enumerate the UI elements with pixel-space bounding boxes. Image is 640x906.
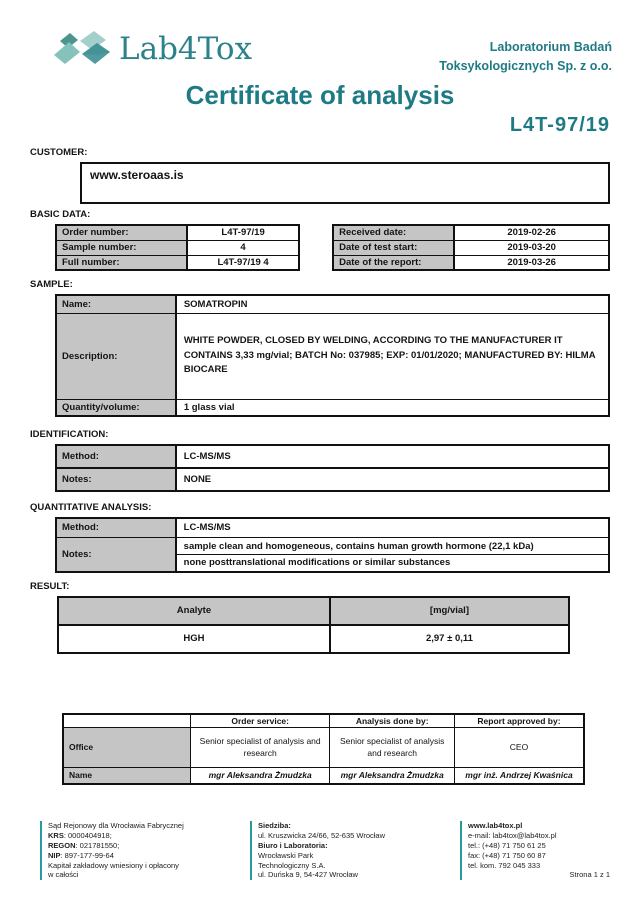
signatures-table xyxy=(62,713,585,785)
result-table xyxy=(57,596,570,654)
table-row xyxy=(56,255,299,270)
identification-section-label: IDENTIFICATION: xyxy=(30,428,109,440)
sample-number-value: 4 xyxy=(187,240,299,255)
table-row xyxy=(333,240,609,255)
table-row xyxy=(63,768,584,784)
main-content xyxy=(0,147,640,654)
basic-data-left-table xyxy=(55,224,300,271)
basic-data-right-table xyxy=(332,224,610,271)
signatures-empty-header-cell xyxy=(63,714,190,728)
footer-mobile: tel. kom. 792 045 333 xyxy=(468,860,541,870)
identification-method-label: Method: xyxy=(56,445,176,468)
test-start-date-label: Date of test start: xyxy=(333,240,454,255)
table-row xyxy=(56,313,609,399)
quantitative-notes-line2: none posttranslational modifications or similar substances xyxy=(176,555,609,572)
result-section-label: RESULT: xyxy=(30,580,70,592)
footer-phone: tel.: (+48) 71 750 61 25 xyxy=(468,840,546,850)
basic-data-section-label: BASIC DATA: xyxy=(30,209,91,220)
order-service-header: Order service: xyxy=(190,714,329,728)
footer-registry-column xyxy=(40,821,238,880)
footer-fax: fax: (+48) 71 750 60 87 xyxy=(468,850,546,860)
footer-seat-address: ul. Kruszwicka 24/66, 52-635 Wrocław xyxy=(258,830,386,840)
result-concentration-value: 2,97 ± 0,11 xyxy=(330,625,569,653)
identification-notes-label: Notes: xyxy=(56,468,176,491)
footer xyxy=(40,821,618,880)
identification-method-value: LC-MS/MS xyxy=(176,445,609,468)
footer-seat-heading: Siedziba: xyxy=(258,821,291,830)
result-analyte-column-header: Analyte xyxy=(58,597,330,625)
sample-name-value: SOMATROPIN xyxy=(176,295,609,313)
table-row xyxy=(56,240,299,255)
footer-capital-line2: w całości xyxy=(48,870,79,880)
customer-value-box xyxy=(80,162,610,204)
table-row xyxy=(58,625,569,653)
approver-office: CEO xyxy=(454,728,584,768)
footer-address-column xyxy=(250,821,448,880)
sample-quantity-value: 1 glass vial xyxy=(176,399,609,416)
office-row-label: Office xyxy=(63,728,190,768)
table-row xyxy=(56,225,299,240)
quantitative-method-value: LC-MS/MS xyxy=(176,518,609,538)
quantitative-notes-label: Notes: xyxy=(56,538,176,572)
header xyxy=(0,0,640,147)
page-title: Certificate of analysis xyxy=(185,80,455,110)
full-number-value: L4T-97/19 4 xyxy=(187,255,299,270)
footer-office-line3: ul. Duńska 9, 54-427 Wrocław xyxy=(258,870,358,880)
sample-name-label: Name: xyxy=(56,295,176,313)
table-header-row xyxy=(63,714,584,728)
table-row xyxy=(63,728,584,768)
table-row xyxy=(333,225,609,240)
test-start-date-value: 2019-03-20 xyxy=(454,240,609,255)
lab4tox-logo xyxy=(52,28,252,70)
lab4tox-diamonds-icon xyxy=(52,28,116,70)
customer-section-label: CUSTOMER: xyxy=(30,147,88,158)
name-row-label: Name xyxy=(63,768,190,784)
order-number-label: Order number: xyxy=(56,225,187,240)
basic-data-tables xyxy=(55,224,610,271)
identification-notes-value: NONE xyxy=(176,468,609,491)
footer-email: e-mail: lab4tox@lab4tox.pl xyxy=(468,830,557,840)
sample-description-label: Description: xyxy=(56,313,176,399)
footer-krs-line: KRS: 0000404918; xyxy=(48,830,112,840)
sample-number-label: Sample number: xyxy=(56,240,187,255)
footer-court-line: Sąd Rejonowy dla Wrocławia Fabrycznej xyxy=(48,821,184,830)
sample-quantity-label: Quantity/volume: xyxy=(56,399,176,416)
customer-value: www.steroaas.is xyxy=(90,168,184,182)
footer-regon-line: REGON: 021781550; xyxy=(48,840,120,850)
table-row xyxy=(56,295,609,313)
page-number: Strona 1 z 1 xyxy=(569,870,610,880)
footer-office-heading: Biuro i Laboratoria: xyxy=(258,840,328,850)
table-row xyxy=(56,518,609,538)
order-service-office: Senior specialist of analysis and research xyxy=(190,728,329,768)
received-date-value: 2019-02-26 xyxy=(454,225,609,240)
table-row xyxy=(56,538,609,555)
company-name xyxy=(439,38,612,76)
quantitative-notes-line1: sample clean and homogeneous, contains human growth hormone (22,1 kDa) xyxy=(176,538,609,555)
footer-website: www.lab4tox.pl xyxy=(468,821,523,830)
logo-text: Lab4Tox xyxy=(119,31,253,67)
quantitative-method-label: Method: xyxy=(56,518,176,538)
table-row xyxy=(56,468,609,491)
footer-office-line2: Technologiczny S.A. xyxy=(258,860,326,870)
table-row xyxy=(56,399,609,416)
company-line1: Laboratorium Badań xyxy=(489,40,612,54)
approver-name: mgr inż. Andrzej Kwaśnica xyxy=(454,768,584,784)
table-header-row xyxy=(58,597,569,625)
order-number-value: L4T-97/19 xyxy=(187,225,299,240)
report-approved-by-header: Report approved by: xyxy=(454,714,584,728)
company-line2: Toksykologicznych Sp. z o.o. xyxy=(439,58,612,73)
analysis-name: mgr Aleksandra Żmudzka xyxy=(330,768,455,784)
table-row xyxy=(56,445,609,468)
order-service-name: mgr Aleksandra Żmudzka xyxy=(190,768,329,784)
footer-nip-line: NIP: 897-177-99-64 xyxy=(48,850,114,860)
result-unit-column-header: [mg/vial] xyxy=(330,597,569,625)
footer-office-line1: Wrocławski Park xyxy=(258,850,314,860)
sample-description-value: WHITE POWDER, CLOSED BY WELDING, ACCORDING TO THE MANUFACTURER IT CONTAINS 3,33 mg/vial; BATCH No: 037985; EXP: 01/01/2020; MANUFACTURED BY: HILMA BIOCARE xyxy=(176,313,609,399)
sample-section-label: SAMPLE: xyxy=(30,279,73,290)
report-date-value: 2019-03-26 xyxy=(454,255,609,270)
report-date-label: Date of the report: xyxy=(333,255,454,270)
footer-capital-line1: Kapitał zakładowy wniesiony i opłacony xyxy=(48,860,179,870)
sample-table xyxy=(55,294,610,417)
full-number-label: Full number: xyxy=(56,255,187,270)
quantitative-section-label: QUANTITATIVE ANALYSIS: xyxy=(30,501,152,513)
quantitative-table xyxy=(55,517,610,573)
footer-contact-column xyxy=(460,821,618,880)
identification-table xyxy=(55,444,610,492)
table-row xyxy=(333,255,609,270)
result-analyte-value: HGH xyxy=(58,625,330,653)
analysis-office: Senior specialist of analysis and research xyxy=(330,728,455,768)
certificate-number: L4T-97/19 xyxy=(509,114,610,136)
analysis-done-by-header: Analysis done by: xyxy=(330,714,455,728)
received-date-label: Received date: xyxy=(333,225,454,240)
